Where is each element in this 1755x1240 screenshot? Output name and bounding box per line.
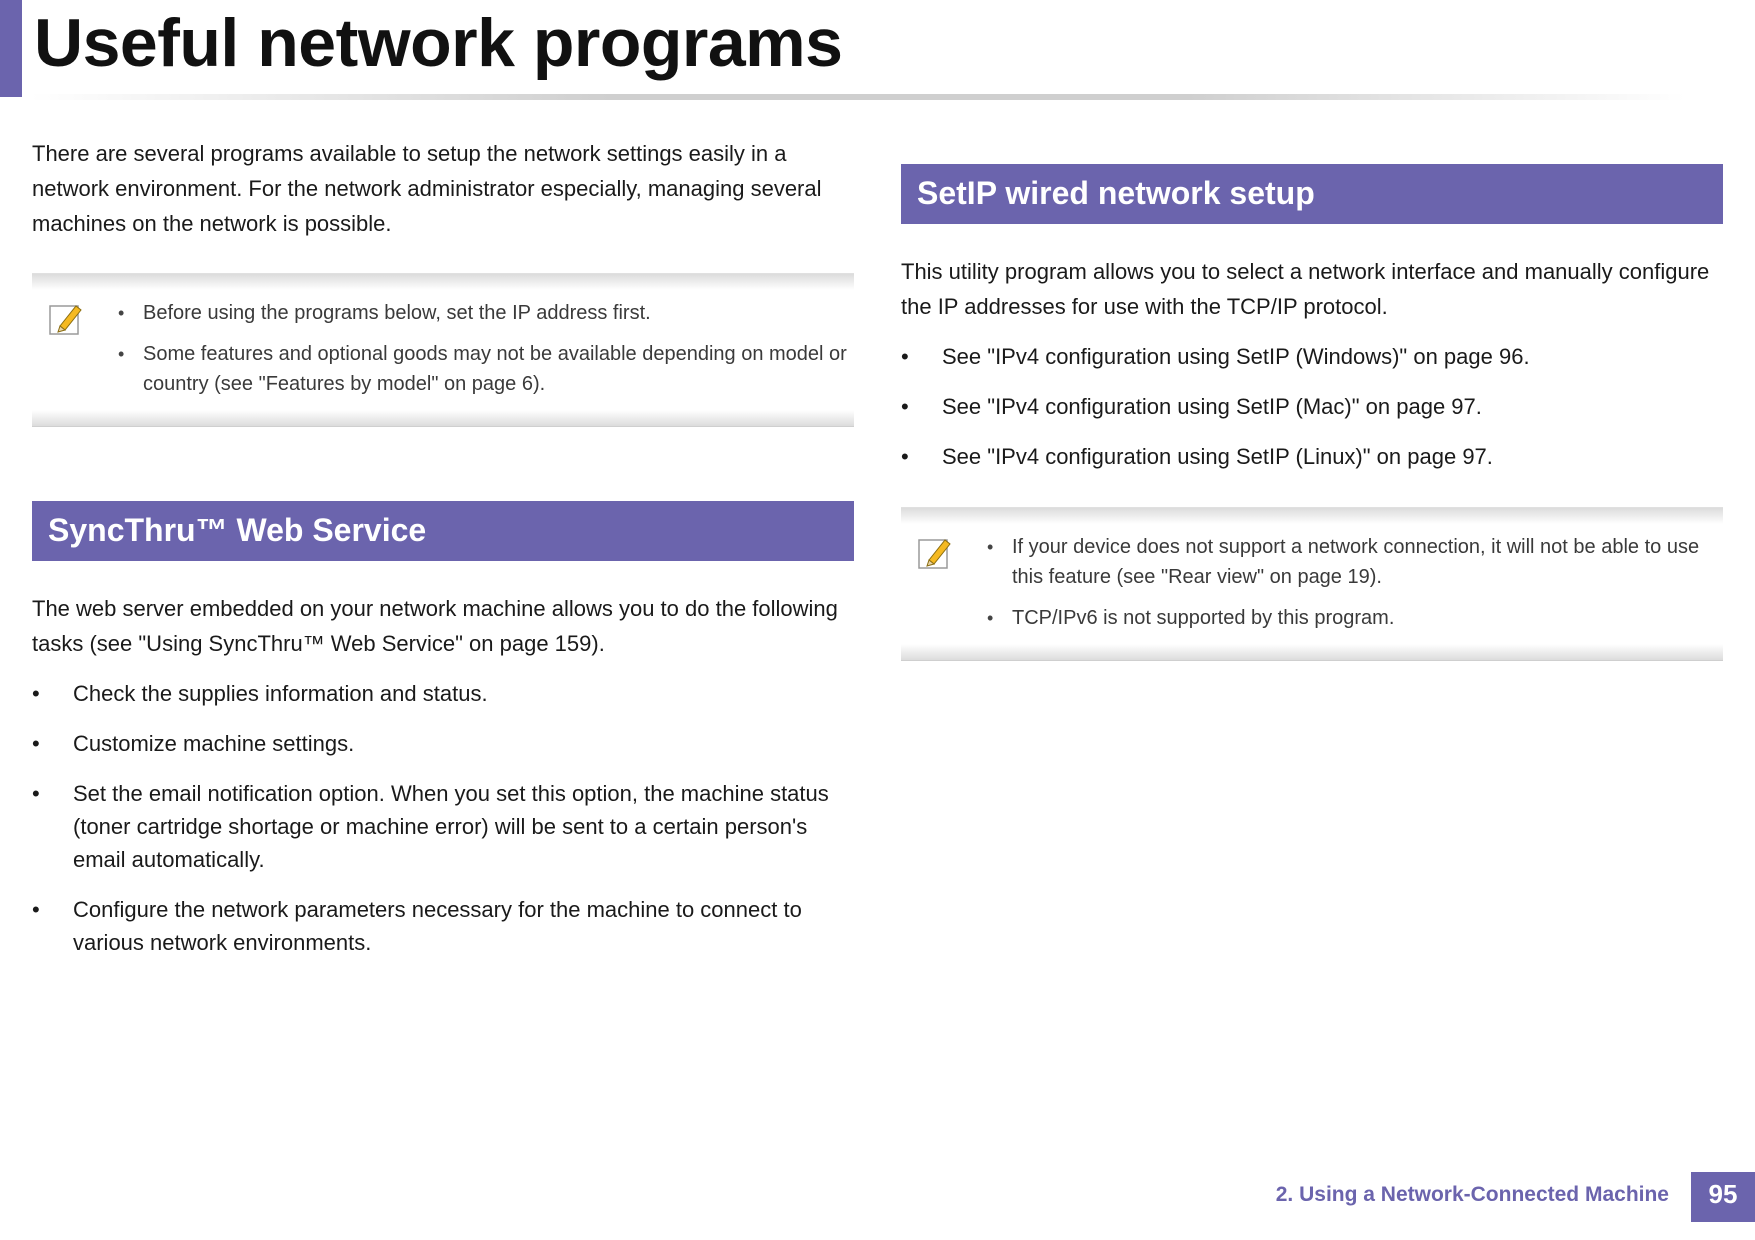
note-pencil-icon: [46, 300, 84, 338]
note-item: • Some features and optional goods may not be available depending on model or country (see "Features by model" on page 6).: [114, 339, 854, 399]
note-box: [901, 507, 1723, 661]
syncthru-intro: The web server embedded on your network machine allows you to do the following tasks (see "Using SyncThru™ Web Service" on page 159).: [32, 596, 838, 656]
note-list: [32, 290, 854, 399]
note-pencil-icon: [915, 534, 953, 572]
right-column: [901, 164, 1723, 661]
page-title: Useful network programs: [34, 5, 843, 81]
setip-intro: This utility program allows you to select a network interface and manually configure the IP addresses for use with the TCP/IP protocol.: [901, 259, 1710, 319]
intro-paragraph: There are several programs available to setup the network settings easily in a network environment. For the network administrator especially, managing several machines on the network is possible.: [32, 141, 822, 236]
list-item: • Customize machine settings.: [32, 727, 854, 760]
note-item: • TCP/IPv6 is not supported by this program.: [983, 603, 1723, 633]
title-divider: [30, 94, 1685, 100]
setip-link-list: [901, 340, 1723, 473]
section-heading-syncthru: SyncThru™ Web Service: [32, 501, 854, 561]
footer-chapter: 2. Using a Network-Connected Machine: [1275, 1183, 1669, 1206]
page-number: 95: [1691, 1172, 1755, 1222]
note-item: • If your device does not support a network connection, it will not be able to use this feature (see "Rear view" on page 19).: [983, 532, 1723, 592]
list-item: • See "IPv4 configuration using SetIP (Windows)" on page 96.: [901, 340, 1723, 373]
list-item: • See "IPv4 configuration using SetIP (Mac)" on page 97.: [901, 390, 1723, 423]
list-item: • Configure the network parameters necessary for the machine to connect to various network environments.: [32, 893, 854, 959]
note-list: [901, 524, 1723, 633]
section-heading-setip: SetIP wired network setup: [901, 164, 1723, 224]
left-column: [32, 136, 854, 976]
list-item: • Check the supplies information and status.: [32, 677, 854, 710]
list-item: • Set the email notification option. When you set this option, the machine status (toner cartridge shortage or machine error) will be sent to a certain person's email automatically.: [32, 777, 854, 876]
list-item: • See "IPv4 configuration using SetIP (Linux)" on page 97.: [901, 440, 1723, 473]
syncthru-task-list: [32, 677, 854, 959]
note-box: [32, 273, 854, 427]
note-item: • Before using the programs below, set the IP address first.: [114, 298, 854, 328]
title-accent-bar: [0, 0, 22, 97]
